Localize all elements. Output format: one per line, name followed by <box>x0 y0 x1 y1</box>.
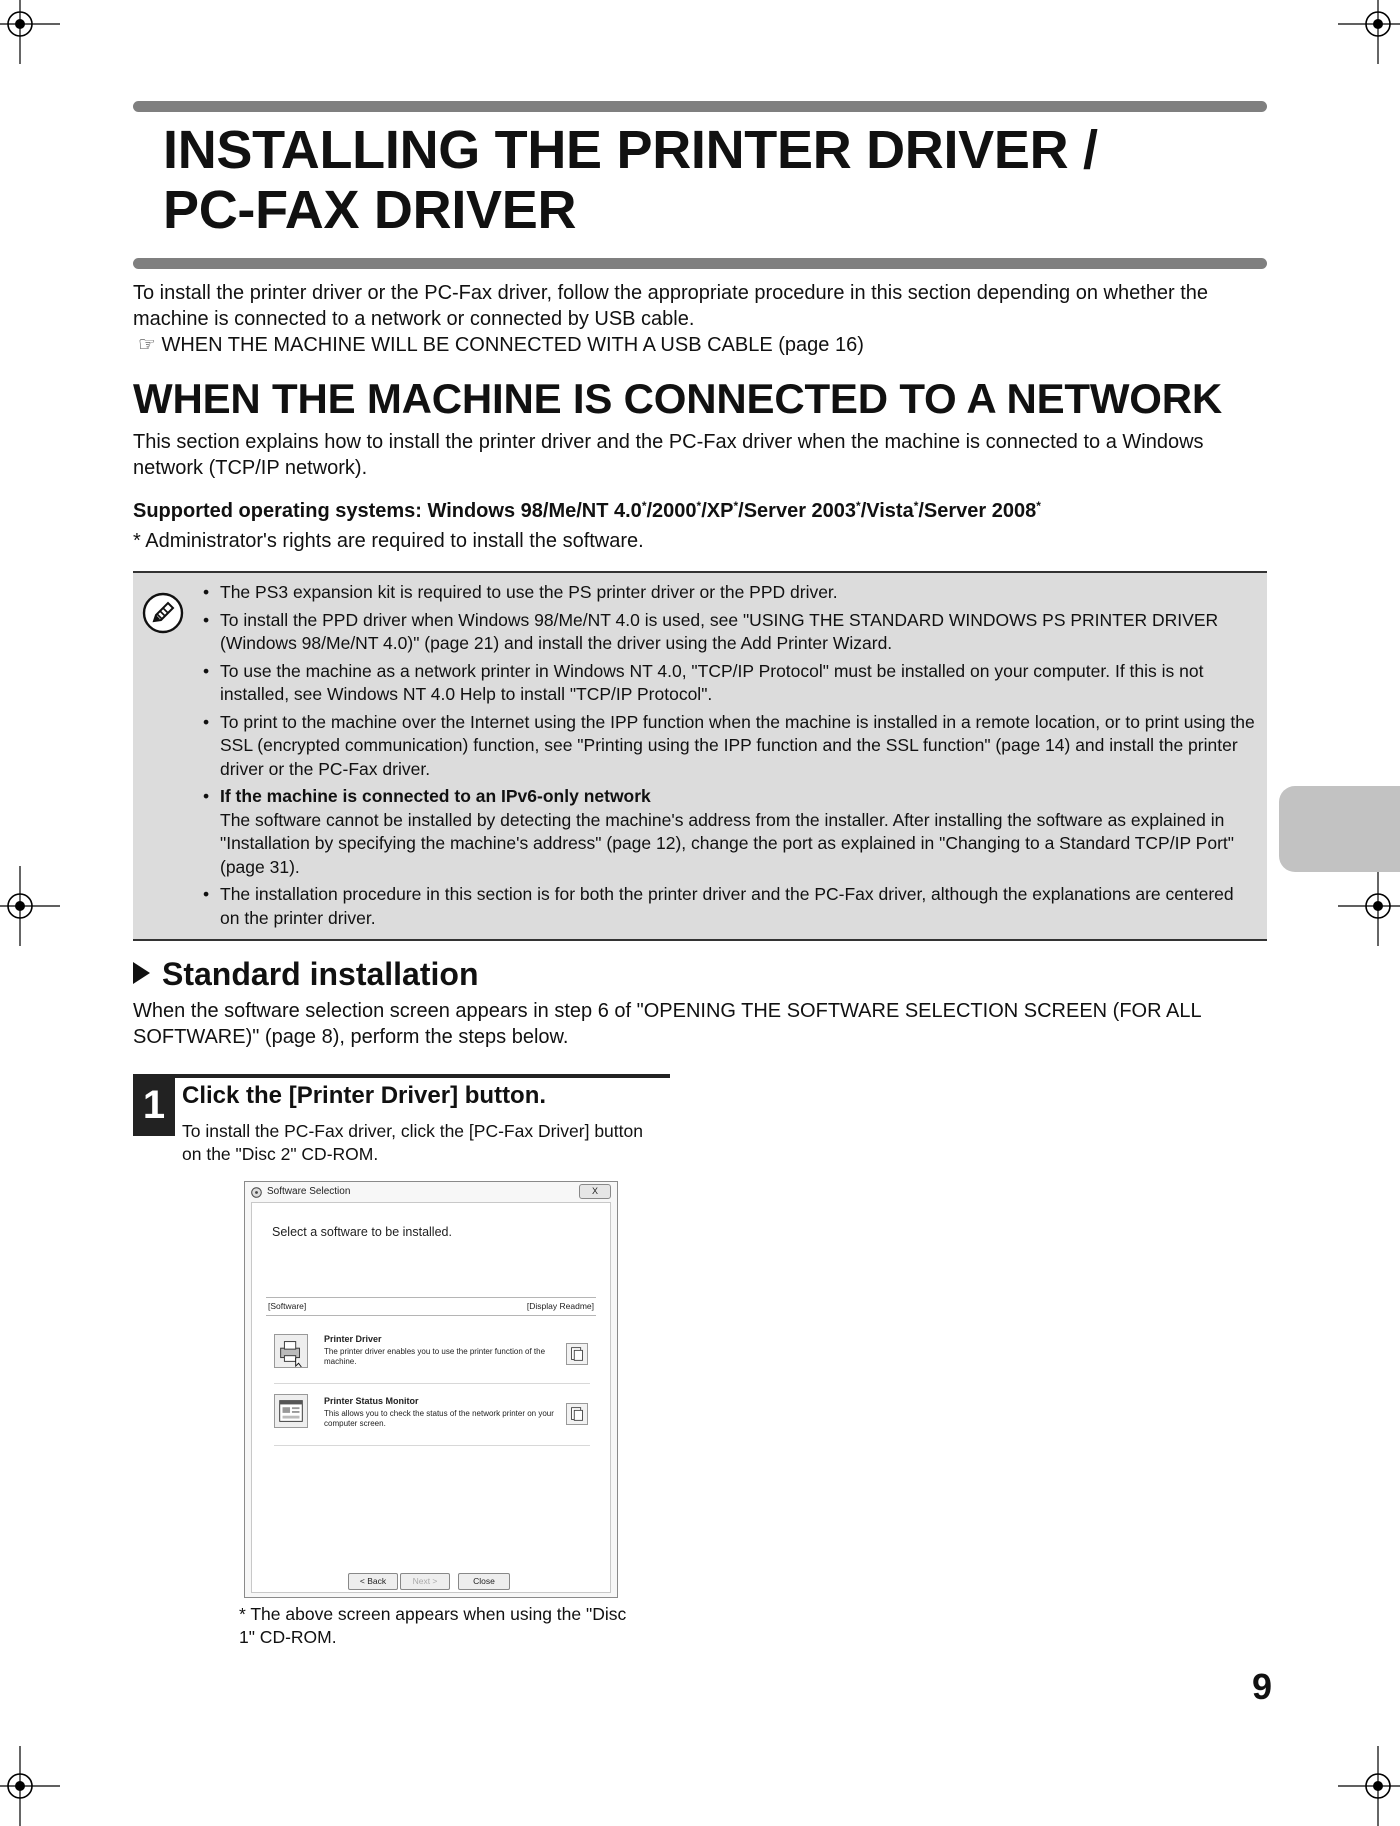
printer-driver-button[interactable] <box>274 1334 308 1368</box>
registration-mark-top-left <box>0 0 60 64</box>
dialog-separator <box>266 1315 596 1316</box>
standard-installation-text: When the software selection screen appears in step 6 of "OPENING THE SOFTWARE SELECTION SCREEN (FOR ALL SOFTWARE)" (page 8), perform the steps below. <box>133 1000 1201 1048</box>
step-rule <box>133 1074 670 1078</box>
note-item-text: The installation procedure in this section is for both the printer driver and the PC-Fax driver, although the explanations are centered on the printer driver. <box>220 884 1234 928</box>
page-title <box>163 120 1098 240</box>
note-item <box>203 711 1255 782</box>
note-item <box>203 609 1255 656</box>
page-title-line-1: INSTALLING THE PRINTER DRIVER / <box>163 120 1098 180</box>
pencil-note-icon <box>141 591 185 635</box>
registration-mark-mid-right <box>1338 866 1400 946</box>
os-asterisk: * <box>1036 499 1041 513</box>
screenshot-caption: * The above screen appears when using the "Disc 1" CD-ROM. <box>239 1604 627 1647</box>
printer-status-monitor-name: Printer Status Monitor <box>324 1396 419 1406</box>
note-item-text: The software cannot be installed by detecting the machine's address from the installer. After installing the software as explained in "Installation by specifying the machine's address" (page 12), change the port as explained in "Changing to a Standard TCP/IP Port" (page 31). <box>220 809 1234 877</box>
next-button[interactable]: Next > <box>400 1573 450 1590</box>
readme-column-label: [Display Readme] <box>526 1301 594 1311</box>
printer-driver-readme-icon[interactable] <box>566 1343 588 1365</box>
side-chapter-tab <box>1279 786 1400 872</box>
back-button[interactable]: < Back <box>348 1573 398 1590</box>
supported-os-line <box>133 498 1041 524</box>
dialog-prompt: Select a software to be installed. <box>272 1225 452 1239</box>
admin-rights-note: * Administrator's rights are required to install the software. <box>133 530 644 552</box>
step-title: Click the [Printer Driver] button. <box>182 1082 547 1109</box>
note-item-text: To print to the machine over the Internet using the IPP function when the machine is installed in a remote location, or to print using the SSL (encrypted communication) function, see "Printing using the IPP function and the SSL function" (page 14) and install the printer driver or the PC-Fax driver. <box>220 711 1255 779</box>
software-column-label: [Software] <box>268 1301 307 1311</box>
title-rule-bottom <box>133 258 1267 269</box>
os-part-2000: /2000 <box>646 500 697 522</box>
network-section-text: This section explains how to install the printer driver and the PC-Fax driver when the machine is connected to a Windows network (TCP/IP network). <box>133 431 1204 479</box>
os-asterisk: * <box>856 499 861 513</box>
close-button[interactable]: Close <box>458 1573 510 1590</box>
registration-mark-top-right <box>1338 0 1400 64</box>
step-text: To install the PC-Fax driver, click the [PC-Fax Driver] button on the "Disc 2" CD-ROM. <box>182 1121 643 1164</box>
registration-mark-bottom-right <box>1338 1746 1400 1826</box>
step-number: 1 <box>133 1074 175 1136</box>
os-asterisk: * <box>913 499 919 513</box>
printer-driver-name: Printer Driver <box>324 1334 382 1344</box>
os-asterisk: * <box>641 499 647 513</box>
note-item <box>203 785 1255 879</box>
os-part-server-2008: /Server 2008 <box>918 500 1037 522</box>
note-item-text: To install the PPD driver when Windows 98/Me/NT 4.0 is used, see "USING THE STANDARD WINDOWS PS PRINTER DRIVER (Windows 98/Me/NT 4.0)" (page 21) and install the driver using the Add Printer Wizard. <box>220 609 1219 653</box>
note-item <box>203 660 1255 707</box>
title-rule-top <box>133 101 1267 112</box>
dialog-close-button[interactable]: X <box>579 1184 611 1199</box>
standard-installation-title: Standard installation <box>162 956 479 992</box>
printer-status-monitor-description: This allows you to check the status of the network printer on your computer screen. <box>324 1409 554 1428</box>
intro-paragraph: To install the printer driver or the PC-Fax driver, follow the appropriate procedure in this section depending on whether the machine is connected to a network or connected by USB cable. <box>133 282 1209 330</box>
triangle-right-icon <box>133 962 150 984</box>
os-asterisk: * <box>696 499 702 513</box>
dialog-separator <box>266 1297 596 1298</box>
note-list <box>203 581 1255 934</box>
standard-installation-heading <box>133 954 478 994</box>
note-item <box>203 883 1255 930</box>
os-part-vista: /Vista <box>860 500 914 522</box>
usb-cross-reference: ☞ WHEN THE MACHINE WILL BE CONNECTED WITH A USB CABLE (page 16) <box>138 334 864 356</box>
dialog-separator <box>274 1445 590 1446</box>
dialog-separator <box>274 1383 590 1384</box>
note-item-text: The PS3 expansion kit is required to use the PS printer driver or the PPD driver. <box>220 582 838 602</box>
os-label: Supported operating systems: Windows 98/Me/NT 4.0 <box>133 500 642 522</box>
dialog-content <box>251 1202 611 1593</box>
page-title-line-2: PC-FAX DRIVER <box>163 180 577 240</box>
cd-app-icon <box>251 1187 262 1198</box>
note-item-heading: • If the machine is connected to an IPv6-only network <box>220 786 651 806</box>
os-part-server-2003: /Server 2003 <box>738 500 857 522</box>
dialog-title: Software Selection <box>267 1186 351 1197</box>
network-section-heading: WHEN THE MACHINE IS CONNECTED TO A NETWORK <box>133 375 1223 422</box>
printer-driver-description: The printer driver enables you to use the printer function of the machine. <box>324 1347 546 1366</box>
registration-mark-bottom-left <box>0 1746 60 1826</box>
registration-mark-mid-left <box>0 866 60 946</box>
note-item-text: To use the machine as a network printer in Windows NT 4.0, "TCP/IP Protocol" must be installed on your computer. If this is not installed, see Windows NT 4.0 Help to install "TCP/IP Protocol". <box>220 660 1204 704</box>
note-item <box>203 581 1255 605</box>
printer-status-monitor-readme-icon[interactable] <box>566 1403 588 1425</box>
os-asterisk: * <box>733 499 739 513</box>
page-number: 9 <box>1251 1666 1272 1707</box>
software-selection-dialog <box>244 1181 618 1598</box>
note-box <box>133 571 1267 941</box>
os-part-xp: /XP <box>701 500 734 522</box>
printer-status-monitor-button[interactable] <box>274 1394 308 1428</box>
